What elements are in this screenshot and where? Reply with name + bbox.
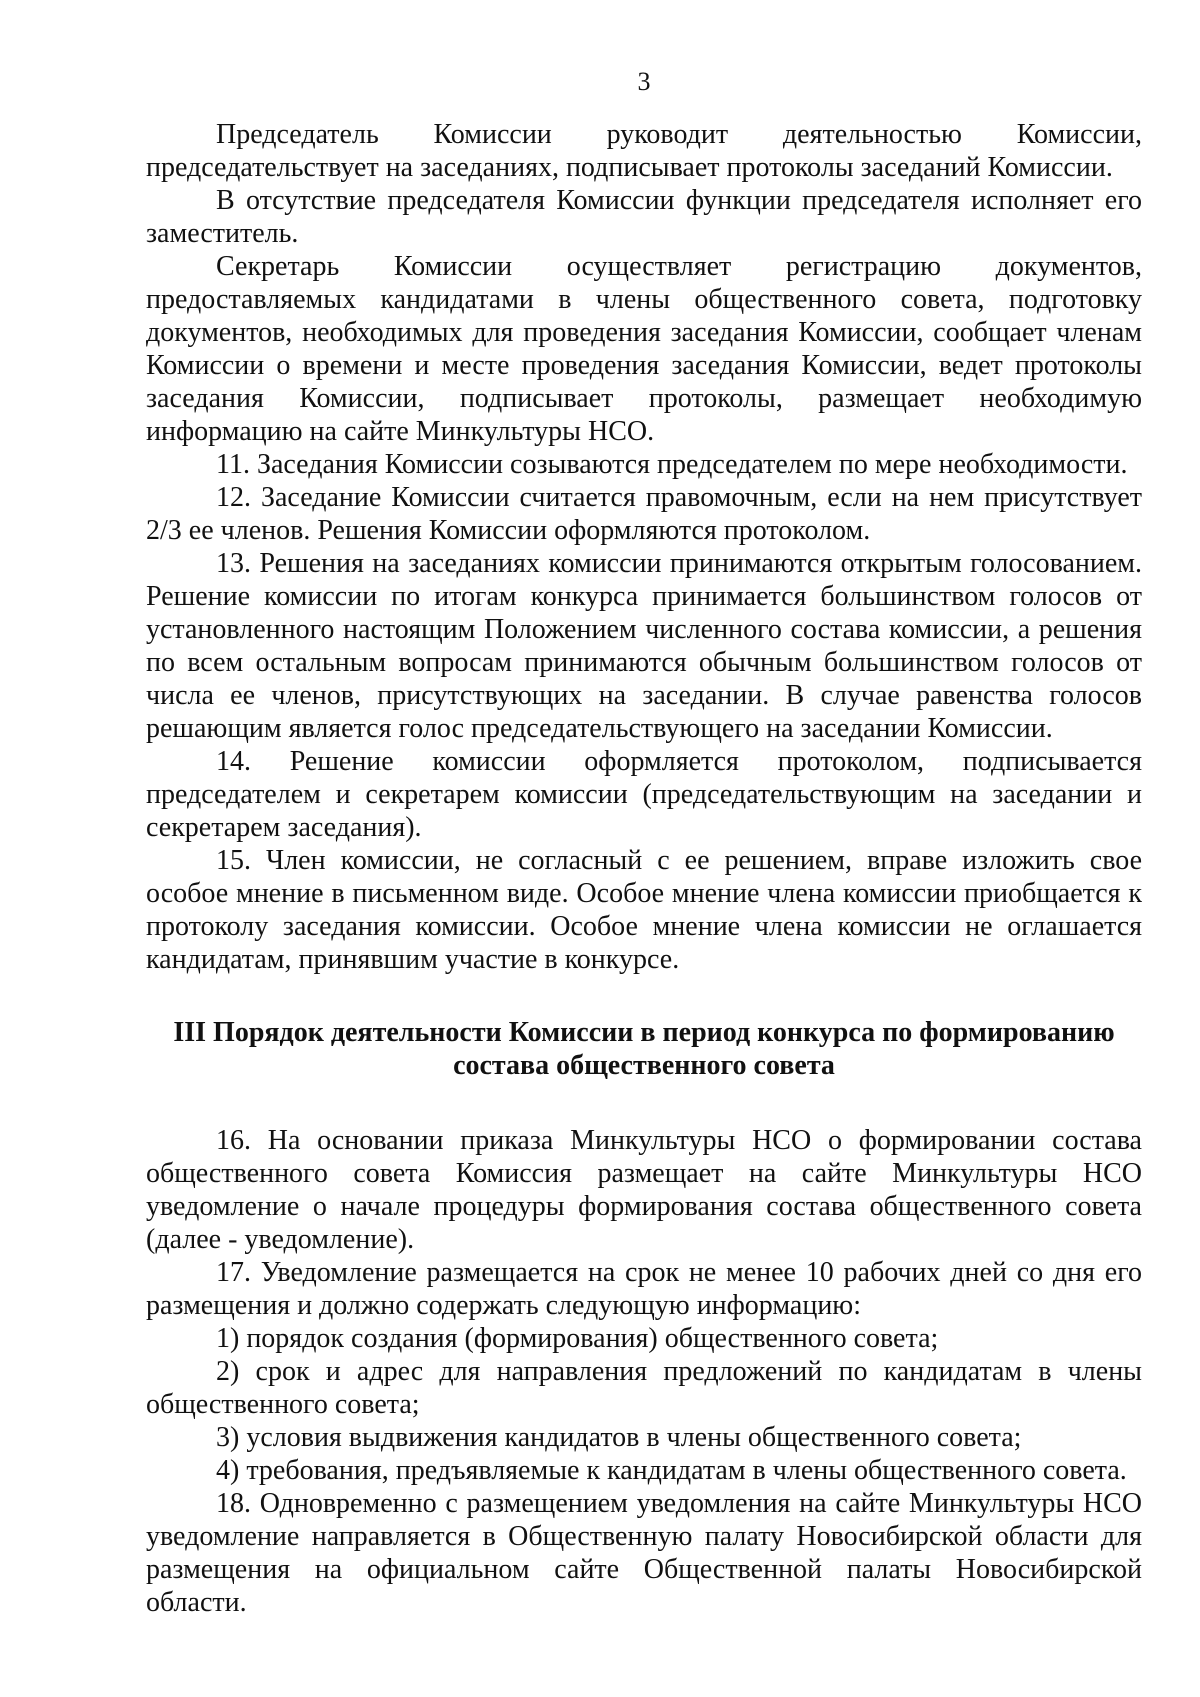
paragraph-17: 17. Уведомление размещается на срок не менее 10 рабочих дней со дня его размещения и должно содержать следующую информацию:	[146, 1257, 1142, 1321]
list-item-4: 4) требования, предъявляемые к кандидатам в члены общественного совета.	[216, 1455, 1127, 1486]
section-heading	[146, 1016, 1142, 1082]
paragraph-11: 11. Заседания Комиссии созываются председателем по мере необходимости.	[216, 449, 1128, 480]
paragraph-15: 15. Член комиссии, не согласный с ее решением, вправе изложить свое особое мнение в письменном виде. Особое мнение члена комиссии приобщается к протоколу заседания комиссии. Особое мнение члена комиссии не оглашается кандидатам, принявшим участие в конкурсе.	[146, 845, 1142, 975]
section-heading-line-2: состава общественного совета	[453, 1050, 835, 1081]
list-item-1: 1) порядок создания (формирования) общественного совета;	[216, 1323, 939, 1354]
paragraph-12: 12. Заседание Комиссии считается правомочным, если на нем присутствует 2/3 ее членов. Решения Комиссии оформляются протоколом.	[146, 482, 1142, 546]
document-page	[146, 66, 1142, 1619]
paragraph-deputy-chairman: В отсутствие председателя Комиссии функции председателя исполняет его заместитель.	[146, 185, 1142, 249]
section-heading-line-1: III Порядок деятельности Комиссии в период конкурса по формированию	[173, 1017, 1115, 1048]
page-number: 3	[637, 67, 651, 96]
paragraph-18: 18. Одновременно с размещением уведомления на сайте Минкультуры НСО уведомление направляется в Общественную палату Новосибирской области для размещения на официальном сайте Общественной палаты Новосибирской области.	[146, 1488, 1142, 1618]
list-item-2: 2) срок и адрес для направления предложений по кандидатам в члены общественного совета;	[146, 1356, 1142, 1420]
paragraph-13: 13. Решения на заседаниях комиссии принимаются открытым голосованием. Решение комиссии по итогам конкурса принимается большинством голосов от установленного настоящим Положением численного состава комиссии, а решения по всем остальным вопросам принимаются обычным большинством голосов от числа ее членов, присутствующих на заседании. В случае равенства голосов решающим является голос председательствующего на заседании Комиссии.	[146, 548, 1142, 744]
paragraph-16: 16. На основании приказа Минкультуры НСО о формировании состава общественного совета Комиссия размещает на сайте Минкультуры НСО уведомление о начале процедуры формирования состава общественного совета (далее - уведомление).	[146, 1125, 1142, 1255]
list-item-3: 3) условия выдвижения кандидатов в члены общественного совета;	[216, 1422, 1022, 1453]
paragraph-chairman-duties: Председатель Комиссии руководит деятельностью Комиссии, председательствует на заседаниях, подписывает протоколы заседаний Комиссии.	[146, 119, 1142, 183]
paragraph-secretary-duties: Секретарь Комиссии осуществляет регистрацию документов, предоставляемых кандидатами в члены общественного совета, подготовку документов, необходимых для проведения заседания Комиссии, сообщает членам Комиссии о времени и месте проведения заседания Комиссии, ведет протоколы заседания Комиссии, подписывает протоколы, размещает необходимую информацию на сайте Минкультуры НСО.	[146, 251, 1142, 447]
paragraph-14: 14. Решение комиссии оформляется протоколом, подписывается председателем и секретарем комиссии (председательствующим на заседании и секретарем заседания).	[146, 746, 1142, 843]
